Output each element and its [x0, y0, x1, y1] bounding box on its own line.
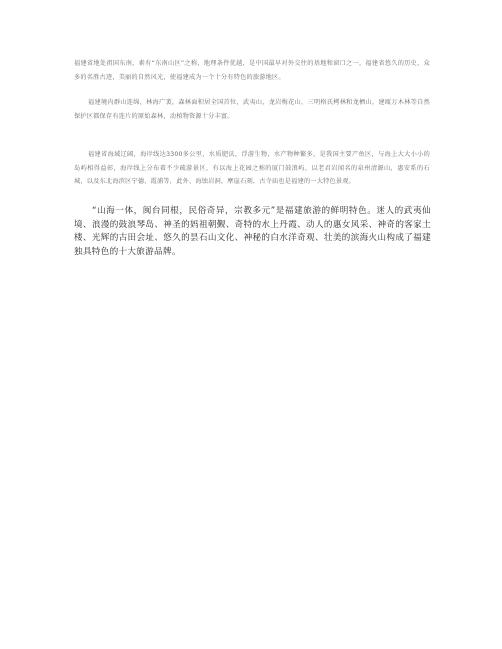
paragraph-intro: 福建省地处祖国东南，素有“东南山区”之称，地理条件优越，是中国最早对外交往的基地和窗口之一，福建省悠久的历史，众多的名胜古迹，美丽的自然风光，使福建成为一个十分有特色的旅游地区。	[74, 60, 430, 81]
paragraph-coast: 福建省海域辽阔，海岸线达3300多公里，水质肥沃，浮游生物，水产物种繁多，是我国主要产鱼区，与海上大大小小的岛屿相得益彰，海岸线上分布着不少疏游景区，有以海上花园之称的厦门鼓浪屿，以老君岩闻名的泉州清源山，惠安系的石城，以及东北海滨区宁德，霞浦等，此外，海蚀岩洞，摩崖石刻，古寺庙也是福建的一大特色景观。	[74, 151, 430, 186]
paragraph-forests: 福建境内群山连绵，林海广袤，森林面积居全国首位，武夷山，龙岩梅花山，三明格氏栲林和龙栖山，建瓯万木林等自然保护区都保存有连片的原始森林，动植物资源十分丰富。	[74, 99, 430, 120]
paragraph-tourism-brands: “山海一体，闽台同根，民俗奇异，宗教多元”是福建旅游的鲜明特色。迷人的武夷仙境、浪漫的鼓浪琴岛、神圣的妈祖朝觐、奇特的水上丹霞、动人的惠女风采、神奇的客家土楼、光辉的古田会址、悠久的昙石山文化、神秘的白水洋奇观、壮美的滨海火山构成了福建独具特色的十大旅游品牌。	[74, 206, 431, 257]
